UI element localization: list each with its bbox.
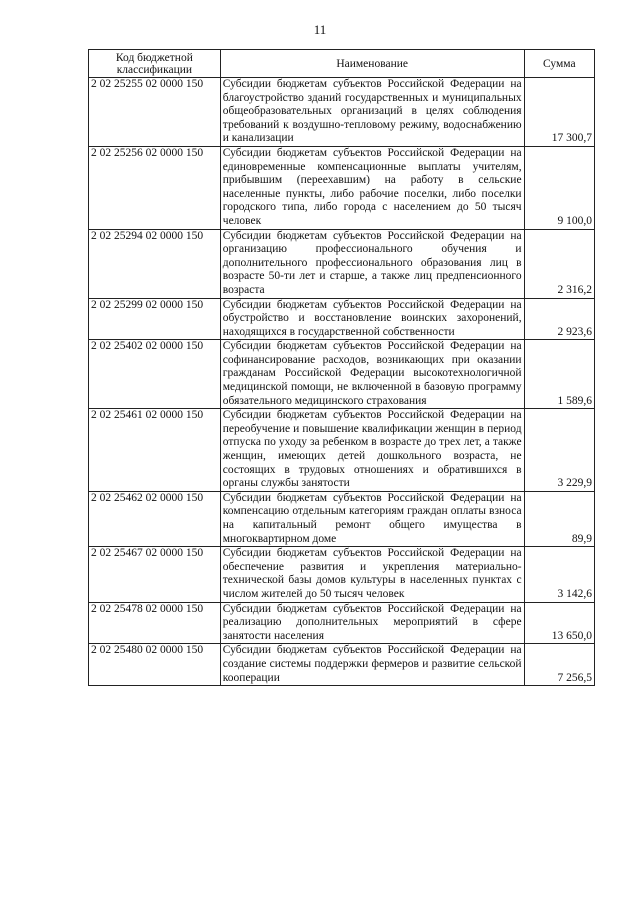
table-header-row: [89, 50, 595, 78]
table-row: [89, 340, 595, 409]
row-code: 2 02 25462 02 0000 150: [89, 491, 221, 546]
row-sum: 3 229,9: [524, 409, 594, 492]
row-name: Субсидии бюджетам субъектов Российской Федерации на обеспечение развития и укрепления материально-технической базы домов культуры в населенных пунктах с числом жителей до 50 тысяч человек: [220, 547, 524, 602]
row-sum: 3 142,6: [524, 547, 594, 602]
row-code: 2 02 25467 02 0000 150: [89, 547, 221, 602]
row-code: 2 02 25402 02 0000 150: [89, 340, 221, 409]
row-code: 2 02 25294 02 0000 150: [89, 229, 221, 298]
row-sum: 2 923,6: [524, 298, 594, 340]
row-name: Субсидии бюджетам субъектов Российской Федерации на благоустройство зданий государственных и муниципальных общеобразовательных организаций в целях соблюдения требований к воздушно-тепловому режиму, водоснабжению и канализации: [220, 78, 524, 147]
table-row: [89, 409, 595, 492]
row-sum: 13 650,0: [524, 602, 594, 644]
row-name: Субсидии бюджетам субъектов Российской Федерации на обустройство и восстановление воинских захоронений, находящихся в государственной собственности: [220, 298, 524, 340]
row-sum: 9 100,0: [524, 146, 594, 229]
row-code: 2 02 25478 02 0000 150: [89, 602, 221, 644]
table-row: [89, 78, 595, 147]
row-name: Субсидии бюджетам субъектов Российской Федерации на софинансирование расходов, возникающих при оказании гражданам Российской Федерации высокотехнологичной медицинской помощи, не включенной в базовую программу обязательного медицинского страхования: [220, 340, 524, 409]
row-code: 2 02 25256 02 0000 150: [89, 146, 221, 229]
header-sum: Сумма: [524, 50, 594, 78]
row-sum: 17 300,7: [524, 78, 594, 147]
table-row: [89, 298, 595, 340]
table-row: [89, 547, 595, 602]
table-row: [89, 491, 595, 546]
row-sum: 1 589,6: [524, 340, 594, 409]
row-code: 2 02 25299 02 0000 150: [89, 298, 221, 340]
row-name: Субсидии бюджетам субъектов Российской Федерации на реализацию дополнительных мероприятий в сфере занятости населения: [220, 602, 524, 644]
row-sum: 89,9: [524, 491, 594, 546]
header-name: Наименование: [220, 50, 524, 78]
row-name: Субсидии бюджетам субъектов Российской Федерации на переобучение и повышение квалификации женщин в период отпуска по уходу за ребенком в возрасте до трех лет, а также женщин, имеющих детей дошкольного возраста, не состоящих в трудовых отношениях и обратившихся в органы службы занятости: [220, 409, 524, 492]
budget-table: [88, 49, 595, 686]
table-row: [89, 602, 595, 644]
header-code: Код бюджетной классификации: [89, 50, 221, 78]
page-number: 11: [313, 22, 327, 37]
table-row: [89, 229, 595, 298]
row-code: 2 02 25255 02 0000 150: [89, 78, 221, 147]
row-sum: 2 316,2: [524, 229, 594, 298]
row-name: Субсидии бюджетам субъектов Российской Федерации на создание системы поддержки фермеров и развитие сельской кооперации: [220, 644, 524, 686]
table-row: [89, 644, 595, 686]
row-code: 2 02 25461 02 0000 150: [89, 409, 221, 492]
row-code: 2 02 25480 02 0000 150: [89, 644, 221, 686]
table-row: [89, 146, 595, 229]
row-name: Субсидии бюджетам субъектов Российской Федерации на компенсацию отдельным категориям граждан оплаты взноса на капитальный ремонт общего имущества в многоквартирном доме: [220, 491, 524, 546]
row-name: Субсидии бюджетам субъектов Российской Федерации на единовременные компенсационные выплаты учителям, прибывшим (переехавшим) на работу в сельские населенные пункты, либо рабочие поселки, либо поселки городского типа, либо города с населением до 50 тысяч человек: [220, 146, 524, 229]
row-name: Субсидии бюджетам субъектов Российской Федерации на организацию профессионального обучения и дополнительного профессионального образования лиц в возрасте 50-ти лет и старше, а также лиц предпенсионного возраста: [220, 229, 524, 298]
row-sum: 7 256,5: [524, 644, 594, 686]
